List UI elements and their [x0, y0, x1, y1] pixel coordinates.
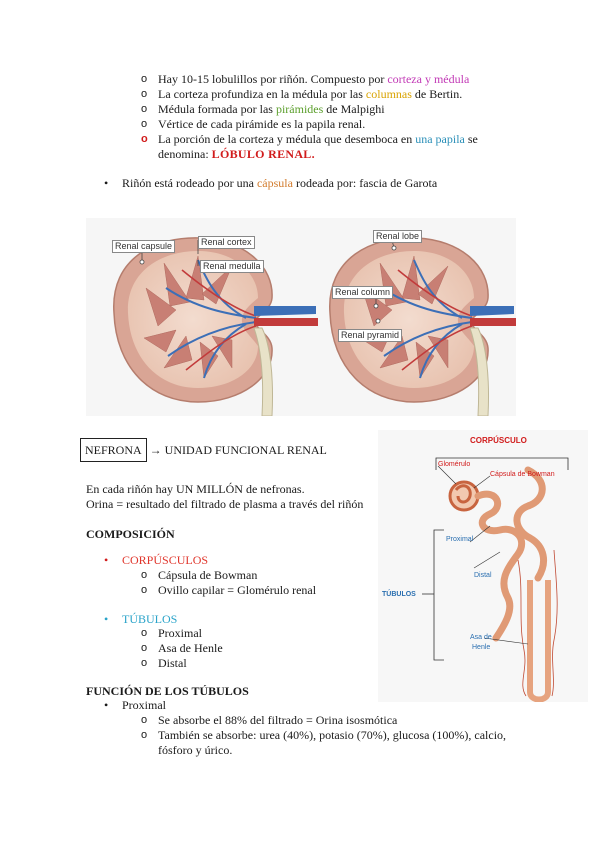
- label-tubulos: TÚBULOS: [382, 591, 416, 598]
- proximal-item: fósforo y úrico.: [158, 743, 233, 757]
- sublist-line: [158, 117, 365, 132]
- bullet-o: o: [141, 729, 148, 741]
- tubulos-label: TÚBULOS: [122, 612, 178, 626]
- bullet-o: o: [141, 627, 148, 639]
- label-renal-column: Renal column: [332, 286, 393, 299]
- sublist-text-run: Médula formada por las: [158, 102, 276, 116]
- bullet-o: o: [141, 714, 148, 726]
- label-renal-pyramid: Renal pyramid: [338, 329, 402, 342]
- sublist-text-run: Hay 10-15 lobulillos por riñón. Compuesto por: [158, 72, 388, 86]
- label-glomerulo: Glomérulo: [438, 461, 471, 468]
- kidney-figure: [86, 218, 516, 416]
- label-asa-line2: Henle: [472, 644, 491, 651]
- proximal-label: Proximal: [122, 698, 166, 712]
- sublist-text-run: La corteza profundiza en la médula por las: [158, 87, 366, 101]
- sublist-line: [158, 87, 462, 102]
- tubulos-item: Proximal: [158, 626, 202, 640]
- tubulos-item: Asa de Henle: [158, 641, 223, 655]
- sublist-text-run: de Bertin.: [411, 87, 463, 101]
- capsule-text-run: cápsula: [256, 176, 293, 190]
- sublist-line: [158, 147, 315, 162]
- bullet-o: o: [141, 569, 148, 581]
- sublist-text-run: Vértice de cada pirámide es la papila renal.: [158, 117, 366, 131]
- nephron-figure: [378, 430, 588, 702]
- proximal-item: Se absorbe el 88% del filtrado = Orina isosmótica: [158, 713, 398, 727]
- nephron-illustration: [378, 430, 588, 702]
- bullet-dot: •: [104, 698, 109, 712]
- nefrona-box: NEFRONA: [80, 438, 147, 462]
- tubulos-item: Distal: [158, 656, 187, 670]
- bullet-o: o: [141, 133, 148, 145]
- bullet-o: o: [141, 657, 148, 669]
- label-asa-line1: Asa de: [470, 634, 492, 641]
- proximal-item: También se absorbe: urea (40%), potasio (70%), glucosa (100%), calcio,: [158, 728, 507, 742]
- sublist-text-run: LÓBULO RENAL.: [211, 147, 315, 161]
- bullet-o: o: [141, 642, 148, 654]
- capsule-text-run: Riñón está rodeado por una: [122, 176, 257, 190]
- composicion-heading: COMPOSICIÓN: [86, 527, 175, 541]
- label-renal-lobe: Renal lobe: [373, 230, 422, 243]
- label-proximal: Proximal: [446, 536, 474, 543]
- funcion-heading: FUNCIÓN DE LOS TÚBULOS: [86, 684, 249, 698]
- label-distal: Distal: [474, 572, 492, 579]
- corpusculos-item: Cápsula de Bowman: [158, 568, 258, 582]
- capsule-line: [122, 176, 437, 191]
- sublist-line: [158, 72, 469, 87]
- sublist-text-run: La porción de la corteza y médula que desemboca en: [158, 132, 416, 146]
- bullet-o: o: [141, 73, 148, 85]
- million-line: En cada riñón hay UN MILLÓN de nefronas.: [86, 482, 305, 496]
- nefrona-rest: → UNIDAD FUNCIONAL RENAL: [146, 443, 327, 457]
- label-corpusculo: CORPÚSCULO: [470, 436, 527, 445]
- sublist-text-run: pirámides: [275, 102, 324, 116]
- bullet-o: o: [141, 118, 148, 130]
- sublist-line: [158, 102, 385, 117]
- label-renal-medulla: Renal medulla: [200, 260, 264, 273]
- bullet-o: o: [141, 103, 148, 115]
- bullet-dot: •: [104, 612, 109, 626]
- corpusculos-label: CORPÚSCULOS: [122, 553, 209, 567]
- label-renal-capsule: Renal capsule: [112, 240, 175, 253]
- sublist-text-run: y médula: [424, 72, 470, 86]
- label-capsula-bowman: Cápsula de Bowman: [490, 471, 555, 478]
- bullet-o: o: [141, 88, 148, 100]
- nefrona-line: [80, 438, 327, 462]
- sublist-line: [158, 132, 478, 147]
- sublist-text-run: de Malpighi: [323, 102, 385, 116]
- sublist-text-run: se: [464, 132, 478, 146]
- sublist-text-run: denomina:: [158, 147, 212, 161]
- sublist-text-run: corteza: [387, 72, 422, 86]
- sublist-text-run: columnas: [365, 87, 412, 101]
- bullet-dot: •: [104, 553, 109, 567]
- orina-line: Orina = resultado del filtrado de plasma a través del riñón: [86, 497, 364, 511]
- corpusculos-item: Ovillo capilar = Glomérulo renal: [158, 583, 317, 597]
- sublist-text-run: una papila: [415, 132, 465, 146]
- bullet-dot: •: [104, 176, 109, 190]
- capsule-text-run: rodeada por: fascia de Garota: [292, 176, 438, 190]
- label-renal-cortex: Renal cortex: [198, 236, 255, 249]
- bullet-o: o: [141, 584, 148, 596]
